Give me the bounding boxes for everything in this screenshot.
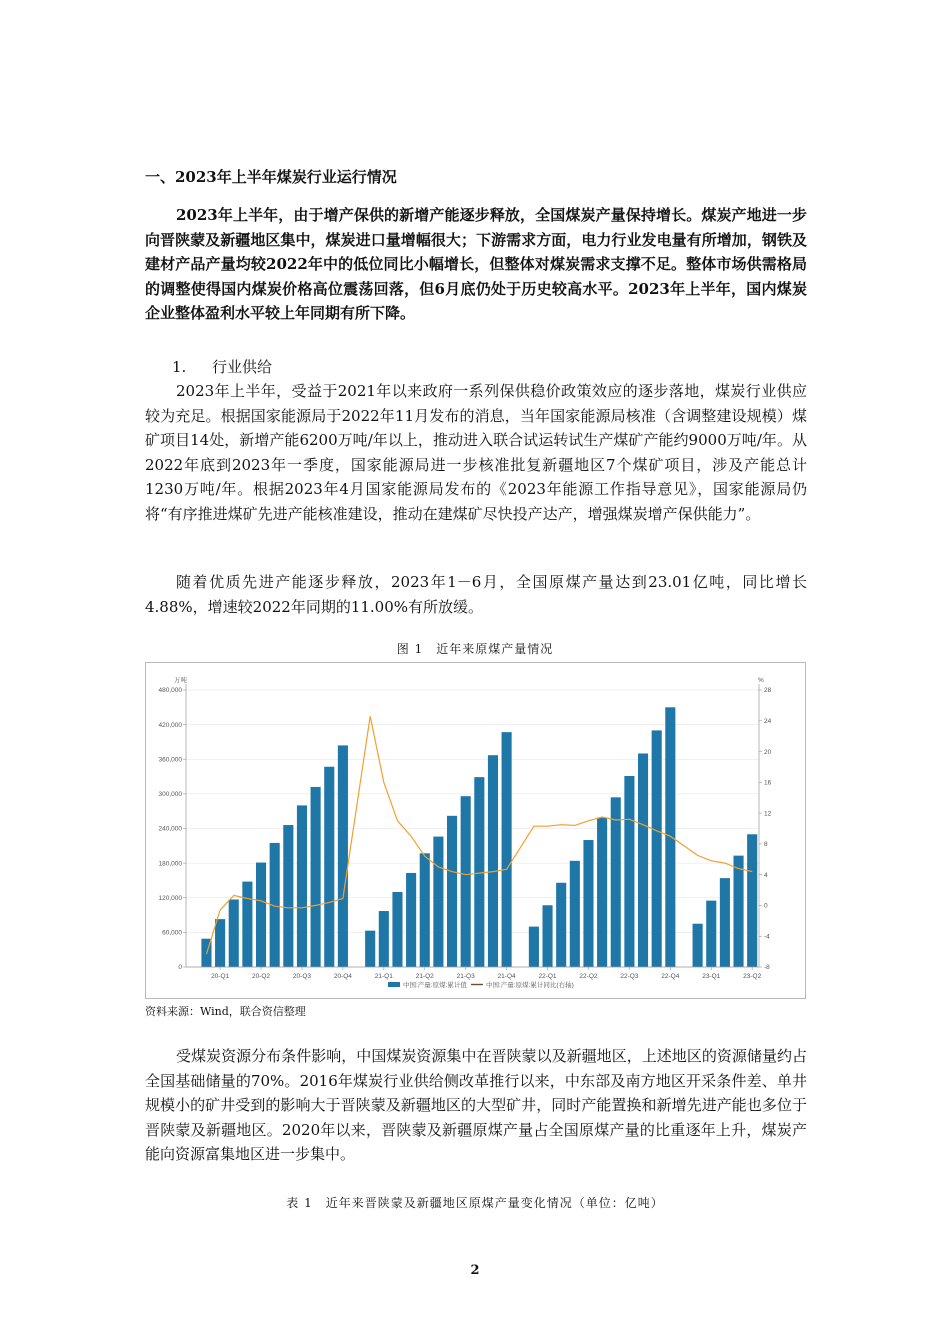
chart-bars [201, 707, 757, 967]
paragraph-supply-policy: 2023年上半年，受益于2021年以来政府一系列保供稳价政策效应的逐步落地，煤炭行业供应较为充足。根据国家能源局于2022年11月发布的消息，当年国家能源局核准（含调整建设规模）煤矿项目14处，新增产能6200万吨/年以上，推动进入联合试运转试生产煤矿产能约9000万吨/年。从2022年底到2023年一季度，国家能源局进一步核准批复新疆地区7个煤矿项目，涉及产能总计1230万吨/年。根据2023年4月国家能源局发布的《2023年能源工作指导意见》，国家能源局仍将“有序推进煤矿先进产能核准建设，推动在建煤矿尽快投产达产，增强煤炭增产保供能力”。 [145, 382, 807, 523]
x-tick-label: 22-Q4 [661, 973, 680, 980]
chart-svg [146, 663, 805, 998]
bar [720, 878, 730, 967]
y-tick-label: 420,000 [158, 721, 182, 729]
bar [338, 745, 348, 967]
y2-tick-label: 20 [764, 748, 772, 756]
bar [474, 777, 484, 967]
x-tick-label: 22-Q3 [620, 973, 639, 980]
left-axis-unit: 万吨 [174, 677, 187, 684]
bar [488, 755, 498, 967]
y2-tick-label: 0 [764, 902, 768, 910]
y2-tick-label: 28 [764, 687, 772, 695]
y2-tick-label: 16 [764, 779, 772, 787]
bar [624, 776, 634, 967]
bar [406, 873, 416, 967]
x-tick-label: 21-Q4 [497, 973, 516, 980]
y-tick-label: 300,000 [158, 791, 182, 799]
y2-tick-label: 12 [764, 810, 772, 818]
chart-legend [388, 980, 574, 989]
y-tick-label: 180,000 [158, 860, 182, 868]
bar [392, 892, 402, 967]
bar [256, 863, 266, 967]
legend-label-bar: 中国:产量:原煤:累计值 [403, 982, 467, 989]
x-tick-label: 22-Q2 [579, 973, 598, 980]
subsection-heading [172, 356, 272, 377]
bar [379, 911, 389, 967]
bar [324, 767, 334, 967]
table-caption: 表 1 近年来晋陕蒙及新疆地区原煤产量变化情况（单位：亿吨） [286, 1196, 664, 1210]
x-tick-label: 21-Q1 [374, 973, 393, 980]
legend-swatch-bar [388, 982, 400, 987]
bar [502, 732, 512, 967]
y2-tick-label: 4 [764, 871, 768, 879]
subsection-title: 行业供给 [212, 358, 273, 376]
x-tick-label: 20-Q3 [292, 973, 312, 980]
x-tick-label: 21-Q2 [415, 973, 434, 980]
x-tick-label: 20-Q4 [333, 973, 352, 980]
bar [542, 905, 552, 967]
y-tick-label: 0 [178, 964, 182, 972]
y2-tick-label: -8 [764, 964, 770, 972]
x-tick-label: 21-Q3 [456, 973, 475, 980]
y2-tick-label: 8 [764, 841, 768, 849]
bar [638, 753, 648, 967]
right-axis-unit: % [758, 677, 764, 684]
paragraph-output-growth: 随着优质先进产能逐步释放，2023年1－6月，全国原煤产量达到23.01亿吨，同比增长4.88%，增速较2022年同期的11.00%有所放缓。 [145, 573, 807, 616]
bar [706, 901, 716, 967]
y2-tick-label: 24 [764, 717, 772, 725]
x-tick-label: 23-Q1 [702, 973, 721, 980]
section-title: 一、2023年上半年煤炭行业运行情况 [145, 168, 397, 186]
y-tick-label: 60,000 [162, 929, 182, 937]
x-tick-label: 20-Q2 [251, 973, 271, 980]
y2-tick-label: -4 [764, 933, 770, 941]
bar [570, 861, 580, 967]
bar [365, 931, 375, 967]
bar [733, 856, 743, 967]
legend-label-line: 中国:产量:原煤:累计同比(右轴) [486, 982, 574, 989]
paragraph-regional-distribution: 受煤炭资源分布条件影响，中国煤炭资源集中在晋陕蒙以及新疆地区，上述地区的资源储量约占全国基础储量的70%。2016年煤炭行业供给侧改革推行以来，中东部及南方地区开采条件差、单井规模小的矿井受到的影响大于晋陕蒙及新疆地区的大型矿井，同时产能置换和新增先进产能也多位于晋陕蒙及新疆地区。2020年以来，晋陕蒙及新疆原煤产量占全国原煤产量的比重逐年上升，煤炭产能向资源富集地区进一步集中。 [145, 1047, 807, 1164]
y-tick-label: 120,000 [158, 894, 182, 902]
bar [242, 882, 252, 967]
bar [747, 834, 757, 967]
bar [583, 840, 593, 967]
bar [665, 707, 675, 967]
bar [229, 899, 239, 967]
bar [461, 796, 471, 967]
bar [597, 818, 607, 967]
bar [420, 853, 430, 967]
bar [311, 787, 321, 967]
bar [447, 816, 457, 967]
y-tick-label: 240,000 [158, 825, 182, 833]
bar [693, 924, 703, 967]
figure-caption: 图 1 近年来原煤产量情况 [396, 642, 554, 656]
y-tick-label: 360,000 [158, 756, 182, 764]
bar [297, 805, 307, 967]
bar [556, 883, 566, 967]
bar [652, 730, 662, 967]
bar [283, 825, 293, 967]
x-tick-label: 22-Q1 [538, 973, 557, 980]
bar [529, 927, 539, 967]
coal-production-chart [145, 662, 806, 999]
bar [611, 797, 621, 967]
y-tick-label: 480,000 [158, 687, 182, 695]
source-note: 资料来源：Wind，联合资信整理 [145, 1005, 306, 1018]
page-number: 2 [470, 1263, 480, 1278]
x-tick-label: 23-Q2 [743, 973, 762, 980]
subsection-number: 1. [172, 358, 187, 376]
section-summary: 2023年上半年，由于增产保供的新增产能逐步释放，全国煤炭产量保持增长。煤炭产地进一步向晋陕蒙及新疆地区集中，煤炭进口量增幅很大；下游需求方面，电力行业发电量有所增加，钢铁及建材产品产量均较2022年中的低位同比小幅增长，但整体对煤炭需求支撑不足。整体市场供需格局的调整使得国内煤炭价格高位震荡回落，但6月底仍处于历史较高水平。2023年上半年，国内煤炭企业整体盈利水平较上年同期有所下降。 [145, 206, 807, 323]
bar [215, 919, 225, 967]
x-tick-label: 20-Q1 [211, 973, 230, 980]
bar [433, 837, 443, 967]
